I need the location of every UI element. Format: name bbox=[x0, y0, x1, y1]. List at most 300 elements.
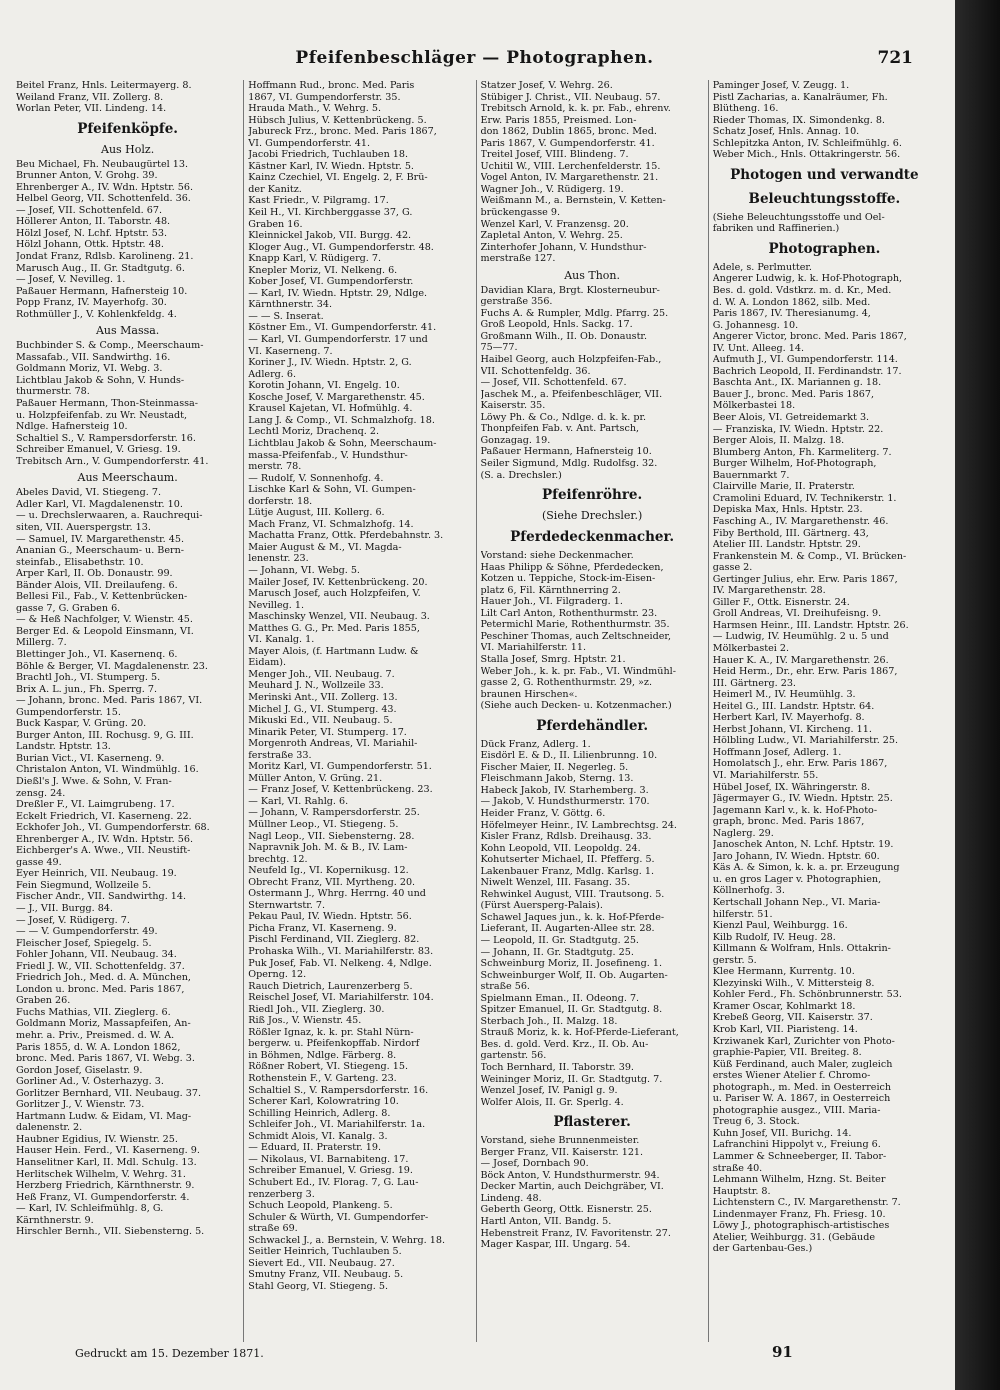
directory-entry: Köllnerhofg. 3. bbox=[712, 885, 785, 897]
directory-entry: Zinterhofer Johann, V. Hundsthur- bbox=[480, 241, 647, 253]
directory-entry: graphie-Papier, VII. Breiteg. 8. bbox=[712, 1047, 862, 1059]
directory-entry: Ostermann J., Whrg. Herrng. 40 und bbox=[248, 888, 426, 900]
directory-entry: Giller F., Ottk. Eisnerstr. 24. bbox=[712, 596, 850, 608]
directory-entry: brechtg. 12. bbox=[248, 853, 308, 865]
directory-entry: Lichtblau Jakob & Sohn, Meerschaum- bbox=[248, 437, 437, 449]
directory-entry: gasse 49. bbox=[16, 856, 62, 868]
directory-entry: brückengasse 9. bbox=[480, 207, 561, 219]
directory-entry: Böck Anton, V. Hundsthurmerstr. 94. bbox=[480, 1169, 660, 1181]
directory-entry: Groß Leopold, Hnls. Sackg. 17. bbox=[480, 319, 633, 331]
directory-entry: Eichberger's A. Wwe., VII. Neustift- bbox=[16, 845, 191, 857]
directory-entry: Paßauer Hermann, Thon-Steinmassa- bbox=[16, 398, 199, 410]
directory-entry: Arper Karl, II. Ob. Donaustr. 99. bbox=[16, 568, 173, 580]
directory-entry: braunen Hirschen«. bbox=[480, 688, 578, 700]
directory-entry: — Josef, VII. Schottenfeld. 67. bbox=[480, 377, 627, 389]
directory-entry: Heimerl M., IV. Heumühlg. 3. bbox=[712, 689, 856, 701]
directory-entry: Wagner Joh., V. Rüdigerg. 19. bbox=[480, 183, 624, 195]
directory-entry: erstes Wiener Atelier f. Chromo- bbox=[712, 1070, 871, 1082]
directory-entry: Korotin Johann, VI. Engelg. 10. bbox=[248, 380, 400, 392]
directory-entry: Clairville Marie, II. Praterstr. bbox=[712, 481, 855, 493]
directory-entry: Eckelt Friedrich, VI. Kaserneng. 22. bbox=[16, 810, 192, 822]
directory-entry: Lehmann Wilhelm, Hzng. St. Beiter bbox=[712, 1174, 886, 1186]
directory-entry: — Josef, VII. Schottenfeld. 67. bbox=[16, 204, 163, 216]
directory-entry: Eisdörl E. & D., II. Lilienbrunng. 10. bbox=[480, 750, 658, 762]
directory-entry: VI. Gumpendorferstr. 41. bbox=[248, 137, 370, 149]
directory-entry: Burger Anton, III. Rochusg. 9, G. III. bbox=[16, 729, 194, 741]
directory-entry: Neufeld Ig., VI. Kopernikusg. 12. bbox=[248, 865, 409, 877]
directory-entry: mehr. a. Priv., Preismed. d. W. A. bbox=[16, 1030, 175, 1042]
directory-entry: Aufmuth J., VI. Gumpendorferstr. 114. bbox=[712, 354, 898, 366]
directory-entry: Fohler Johann, VII. Neubaug. 34. bbox=[16, 949, 177, 961]
directory-entry: Lieferant, II. Augarten-Allee str. 28. bbox=[480, 923, 655, 935]
directory-entry: Hartl Anton, VII. Bandg. 5. bbox=[480, 1216, 612, 1228]
directory-entry: Killmann & Wolfram, Hnls. Ottakrin- bbox=[712, 943, 891, 955]
section-subheading: (Siehe Drechsler.) bbox=[541, 509, 643, 523]
directory-entry: Eidam). bbox=[248, 657, 287, 669]
directory-entry: Krziwanek Karl, Zurichter von Photo- bbox=[712, 1035, 895, 1047]
directory-entry: Paßauer Hermann, Hafnersteig 10. bbox=[480, 446, 652, 458]
directory-entry: Schaltiel S., V. Rampersdorferstr. 16. bbox=[248, 1084, 429, 1096]
directory-entry: Burian Vict., VI. Kaserneng. 9. bbox=[16, 752, 165, 764]
directory-entry: Spielmann Eman., II. Odeong. 7. bbox=[480, 992, 640, 1004]
directory-entry: Schweinburg Moriz, II. Josefineng. 1. bbox=[480, 958, 662, 970]
directory-entry: gasse 7, G. Graben 6. bbox=[16, 602, 121, 614]
directory-entry: Rauch Dietrich, Laurenzerberg 5. bbox=[248, 980, 413, 992]
signature-mark: 91 bbox=[772, 1343, 793, 1361]
directory-entry: Lindeng. 48. bbox=[480, 1192, 542, 1204]
directory-entry: Jabureck Frz., bronc. Med. Paris 1867, bbox=[248, 126, 437, 138]
directory-entry: Weber Mich., Hnls. Ottakringerstr. 56. bbox=[712, 149, 901, 161]
directory-entry: 1867, VI. Gumpendorferstr. 35. bbox=[248, 91, 401, 103]
section-heading: Pfeifenröhre. bbox=[542, 487, 643, 504]
directory-entry: Blütheng. 16. bbox=[712, 103, 779, 115]
directory-entry: Bauer J., bronc. Med. Paris 1867, bbox=[712, 388, 874, 400]
directory-entry: Bänder Alois, VII. Dreilaufeng. 6. bbox=[16, 579, 178, 591]
column-4 bbox=[708, 80, 940, 1342]
directory-entry: straße 56. bbox=[480, 981, 530, 993]
directory-entry: Abeles David, VI. Stiegeng. 7. bbox=[16, 487, 161, 499]
directory-entry: IV. Unt. Alleeg. 14. bbox=[712, 342, 805, 354]
directory-entry: Trebitsch Arnold, k. k. pr. Fab., ehrenv. bbox=[480, 103, 671, 115]
directory-entry: Eckhofer Joh., VI. Gumpendorferstr. 68. bbox=[16, 822, 210, 834]
directory-entry: Heß Franz, VI. Gumpendorferstr. 4. bbox=[16, 1191, 190, 1203]
directory-entry: Mager Kaspar, III. Ungarg. 54. bbox=[480, 1239, 631, 1251]
directory-entry: — Rudolf, V. Sonnenhofg. 4. bbox=[248, 472, 384, 484]
page-number: 721 bbox=[877, 48, 913, 68]
directory-entry: Jacobi Friedrich, Tuchlauben 18. bbox=[248, 149, 409, 161]
directory-entry: Kienzl Paul, Weihburgg. 16. bbox=[712, 920, 848, 932]
directory-entry: Naglerg. 29. bbox=[712, 827, 774, 839]
directory-entry: Obrecht Franz, VII. Myrtheng. 20. bbox=[248, 876, 416, 888]
directory-entry: lenenstr. 23. bbox=[248, 553, 309, 565]
directory-entry: Seitler Heinrich, Tuchlauben 5. bbox=[248, 1246, 402, 1258]
directory-entry: Fischer Andr., VII. Sandwirthg. 14. bbox=[16, 891, 187, 903]
directory-entry: photographie ausgez., VIII. Maria- bbox=[712, 1104, 881, 1116]
directory-entry: der Kanitz. bbox=[248, 183, 302, 195]
directory-entry: Christalon Anton, VI. Windmühlg. 16. bbox=[16, 764, 199, 776]
directory-entry: Hauptstr. 8. bbox=[712, 1185, 771, 1197]
directory-entry: Klezyinski Wilh., V. Mittersteig 8. bbox=[712, 977, 875, 989]
directory-entry: Ndlge. Hafnersteig 10. bbox=[16, 421, 128, 433]
directory-entry: Berger Franz, VII. Kaiserstr. 121. bbox=[480, 1146, 644, 1158]
directory-entry: dalenenstr. 2. bbox=[16, 1122, 83, 1134]
directory-entry: 75—77. bbox=[480, 342, 518, 354]
directory-entry: Helbel Georg, VII. Schottenfeld. 36. bbox=[16, 193, 191, 205]
directory-entry: gasse 2. bbox=[712, 562, 753, 574]
directory-entry: merstraße 127. bbox=[480, 253, 556, 265]
directory-entry: Jägermayer G., IV. Wiedn. Hptstr. 25. bbox=[712, 793, 893, 805]
directory-entry: u. en gros Lager v. Photographien, bbox=[712, 873, 882, 885]
directory-entry: Krob Karl, VII. Piaristeng. 14. bbox=[712, 1024, 858, 1036]
directory-entry: Beitel Franz, Hnls. Leitermayerg. 8. bbox=[16, 80, 192, 91]
directory-entry: Picha Franz, VI. Kaserneng. 9. bbox=[248, 922, 397, 934]
directory-entry: gerstr. 5. bbox=[712, 954, 757, 966]
directory-entry: d. W. A. London 1862, silb. Med. bbox=[712, 296, 871, 308]
directory-entry: Stalla Josef, Smrg. Hptstr. 21. bbox=[480, 653, 626, 665]
directory-entry: Hrauda Math., V. Wehrg. 5. bbox=[248, 103, 382, 115]
directory-entry: Moritz Karl, VI. Gumpendorferstr. 51. bbox=[248, 761, 432, 773]
directory-entry: Mailer Josef, IV. Kettenbrückeng. 20. bbox=[248, 576, 428, 588]
directory-entry: straße 69. bbox=[248, 1223, 298, 1235]
directory-entry: Höfelmeyer Heinr., IV. Lambrechtsg. 24. bbox=[480, 819, 677, 831]
directory-entry: Toch Bernhard, II. Taborstr. 39. bbox=[480, 1062, 634, 1074]
directory-entry: Depiska Max, Hnls. Hptstr. 23. bbox=[712, 504, 863, 516]
directory-entry: Fischer Maier, II. Negerleg. 5. bbox=[480, 761, 629, 773]
directory-entry: Davidian Klara, Brgt. Klosterneubur- bbox=[480, 284, 660, 296]
directory-entry: Schwackel J., a. Bernstein, V. Wehrg. 18. bbox=[248, 1234, 446, 1246]
directory-entry: Graben 26. bbox=[16, 995, 71, 1007]
directory-entry: Schawel Jaques jun., k. k. Hof-Pferde- bbox=[480, 911, 665, 923]
directory-entry: Schmidt Alois, VI. Kanalg. 3. bbox=[248, 1130, 388, 1142]
directory-entry: Krausel Kajetan, VI. Hofmühlg. 4. bbox=[248, 403, 413, 415]
directory-entry: Eyer Heinrich, VII. Neubaug. 19. bbox=[16, 868, 177, 880]
directory-entry: Lang J. & Comp., VI. Schmalzhofg. 18. bbox=[248, 414, 435, 426]
directory-entry: Stübiger J. Christ., VII. Neubaug. 57. bbox=[480, 91, 661, 103]
directory-entry: Kärnthnerstr. 9. bbox=[16, 1214, 94, 1226]
directory-entry: Hauser Hein. Ferd., VI. Kaserneng. 9. bbox=[16, 1145, 200, 1157]
directory-entry: Lechtl Moriz, Drachenq. 2. bbox=[248, 426, 380, 438]
directory-entry: Strauß Moriz, k. k. Hof-Pferde-Lieferant, bbox=[480, 1027, 679, 1039]
directory-entry: Wolfer Alois, II. Gr. Sperlg. 4. bbox=[480, 1096, 624, 1108]
directory-entry: Gonzagag. 19. bbox=[480, 434, 551, 446]
scan-edge bbox=[955, 0, 1000, 1390]
directory-entry: Bes. d. gold. Vdstkrz. m. d. Kr., Med. bbox=[712, 285, 892, 297]
directory-entry: Stahl Georg, VI. Stiegeng. 5. bbox=[248, 1280, 389, 1292]
section-heading: Beleuchtungsstoffe. bbox=[748, 190, 901, 207]
directory-entry: Schilling Heinrich, Adlerg. 8. bbox=[248, 1107, 391, 1119]
directory-columns bbox=[12, 80, 940, 1342]
directory-entry: — Josef, V. Nevilleg. 1. bbox=[16, 274, 126, 286]
directory-entry: Goldmann Moriz, Massapfeifen, An- bbox=[16, 1018, 191, 1030]
directory-entry: Minarik Peter, VI. Stumperg. 17. bbox=[248, 726, 407, 738]
directory-entry: Vorstand, siehe Brunnenmeister. bbox=[480, 1135, 640, 1147]
directory-entry: Höllerer Anton, II. Taborstr. 48. bbox=[16, 216, 171, 228]
directory-entry: Napravnik Joh. M. & B., IV. Lam- bbox=[248, 842, 408, 854]
directory-entry: Schlepitzka Anton, IV. Schleifmühlg. 6. bbox=[712, 137, 902, 149]
directory-entry: gerstraße 356. bbox=[480, 296, 553, 308]
directory-entry: Meuhard J. N., Wollzeile 33. bbox=[248, 680, 384, 692]
section-subheading: Aus Meerschaum. bbox=[77, 471, 178, 485]
directory-entry: Schaltiel S., V. Rampersdorferstr. 16. bbox=[16, 432, 196, 444]
directory-entry: Popp Franz, IV. Mayerhofg. 30. bbox=[16, 297, 167, 309]
directory-entry: Ehrenberger A., IV. Wdn. Hptstr. 56. bbox=[16, 833, 194, 845]
directory-entry: Maier August & M., VI. Magda- bbox=[248, 541, 402, 553]
directory-entry: Schreiber Emanuel, V. Griesg. 19. bbox=[16, 444, 181, 456]
directory-entry: Treug 6, 3. Stock. bbox=[712, 1116, 800, 1128]
directory-entry: — Leopold, II. Gr. Stadtgutg. 25. bbox=[480, 935, 639, 946]
directory-entry: Geberth Georg, Ottk. Eisnerstr. 25. bbox=[480, 1204, 652, 1216]
directory-entry: Lischke Karl & Sohn, VI. Gumpen- bbox=[248, 484, 416, 496]
directory-entry: Rothenstein F., V. Garteng. 23. bbox=[248, 1073, 397, 1085]
directory-entry: Kramer Oscar, Kohlmarkt 18. bbox=[712, 1000, 856, 1012]
directory-entry: fabriken und Raffinerien.) bbox=[712, 223, 840, 235]
directory-entry: Gorlitzer J., V. Wienstr. 73. bbox=[16, 1099, 145, 1111]
directory-entry: u. Holzpfeifenfab. zu Wr. Neustadt, bbox=[16, 409, 188, 421]
directory-entry: Hauer K. A., IV. Margarethenstr. 26. bbox=[712, 654, 889, 666]
directory-entry: Sternwartstr. 7. bbox=[248, 899, 326, 911]
directory-entry: Operng. 12. bbox=[248, 969, 307, 981]
directory-entry: Adele, s. Perlmutter. bbox=[712, 261, 812, 273]
directory-entry: Berger Ed. & Leopold Einsmann, VI. bbox=[16, 625, 194, 637]
directory-entry: — Johann, II. Gr. Stadtgutg. 25. bbox=[480, 946, 634, 958]
directory-entry: Marusch Josef, auch Holzpfeifen, V. bbox=[248, 588, 421, 600]
directory-entry: — Johann, bronc. Med. Paris 1867, VI. bbox=[16, 695, 203, 707]
directory-entry: — & Heß Nachfolger, V. Wienstr. 45. bbox=[16, 614, 193, 626]
directory-entry: Goldmann Moriz, VI. Webg. 3. bbox=[16, 363, 163, 375]
directory-entry: Friedrich Joh., Med. d. A. München, bbox=[16, 972, 191, 984]
directory-entry: Sievert Ed., VII. Neubaug. 27. bbox=[248, 1257, 395, 1269]
directory-entry: Treitel Josef, VIII. Blindeng. 7. bbox=[480, 149, 629, 161]
directory-entry: Kleinnickel Jakob, VII. Burgg. 42. bbox=[248, 230, 412, 242]
directory-entry: — Nikolaus, VI. Barnabiteng. 17. bbox=[248, 1153, 409, 1165]
directory-entry: Atelier III. Landstr. Hptstr. 29. bbox=[712, 539, 861, 551]
directory-entry: (Siehe Beleuchtungsstoffe und Oel- bbox=[712, 211, 885, 223]
directory-entry: III. Gärtnerg. 23. bbox=[712, 677, 796, 689]
directory-entry: Jaschek M., a. Pfeifenbeschläger, VII. bbox=[480, 388, 663, 400]
directory-entry: Trebitsch Arn., V. Gumpendorferstr. 41. bbox=[16, 455, 209, 467]
directory-entry: Ananian G., Meerschaum- u. Bern- bbox=[16, 545, 185, 557]
directory-entry: Beer Alois, VI. Getreidemarkt 3. bbox=[712, 412, 870, 424]
directory-entry: Schweinburger Wolf, II. Ob. Augarten- bbox=[480, 969, 668, 981]
directory-entry: Harmsen Heinr., III. Landstr. Hptstr. 26. bbox=[712, 619, 909, 631]
directory-entry: Mölkerbastei 2. bbox=[712, 642, 790, 654]
directory-entry: — Franz Josef, V. Kettenbrückeng. 23. bbox=[248, 784, 433, 796]
section-subheading: Aus Thon. bbox=[564, 268, 621, 282]
directory-entry: — Karl, VI. Gumpendorferstr. 17 und bbox=[248, 334, 428, 346]
directory-entry: Jagemann Karl v., k. k. Hof-Photo- bbox=[712, 804, 878, 816]
directory-entry: Schuch Leopold, Plankeng. 5. bbox=[248, 1200, 393, 1212]
directory-entry: Groll Andreas, VI. Dreihufeisng. 9. bbox=[712, 608, 882, 620]
directory-entry: Heitel G., III. Landstr. Hptstr. 64. bbox=[712, 700, 875, 712]
directory-entry: Bes. d. gold. Verd. Krz., II. Ob. Au- bbox=[480, 1038, 649, 1050]
column-2 bbox=[243, 80, 475, 1342]
directory-entry: Gorliner Ad., V. Österhazyg. 3. bbox=[16, 1076, 164, 1088]
directory-entry: Großmann Wilh., II. Ob. Donaustr. bbox=[480, 330, 648, 342]
directory-entry: Mayer Alois, (f. Hartmann Ludw. & bbox=[248, 645, 419, 657]
directory-entry: Herlitschek Wilhelm, V. Wehrg. 31. bbox=[16, 1168, 186, 1180]
directory-entry: Kohler Ferd., Fh. Schönbrunnerstr. 53. bbox=[712, 989, 902, 1001]
directory-entry: — Karl, IV. Schleifmühlg. 8, G. bbox=[16, 1203, 164, 1215]
directory-entry: Burger Wilhelm, Hof-Photograph, bbox=[712, 458, 877, 470]
directory-entry: Worlan Peter, VII. Lindeng. 14. bbox=[16, 103, 167, 115]
directory-entry: Koriner J., IV. Wiedn. Hptstr. 2, G. bbox=[248, 357, 412, 369]
directory-entry: Kästner Karl, IV. Wiedn. Hptstr. 5. bbox=[248, 160, 414, 172]
directory-entry: — Karl, VI. Rahlg. 6. bbox=[248, 795, 349, 807]
section-subheading: Aus Massa. bbox=[95, 324, 160, 338]
directory-entry: Paris 1867, IV. Theresianumg. 4, bbox=[712, 308, 871, 320]
directory-entry: — Karl, IV. Wiedn. Hptstr. 29, Ndlge. bbox=[248, 287, 428, 299]
directory-entry: Schatz Josef, Hnls. Annag. 10. bbox=[712, 126, 860, 138]
directory-entry: Gorlitzer Bernhard, VII. Neubaug. 37. bbox=[16, 1087, 201, 1099]
directory-entry: Paminger Josef, V. Zeugg. 1. bbox=[712, 80, 850, 91]
directory-entry: dorferstr. 18. bbox=[248, 495, 313, 507]
directory-entry: Kainz Czechiel, VI. Engelg. 2, F. Brü- bbox=[248, 172, 428, 184]
directory-entry: Mikuski Ed., VII. Neubaug. 5. bbox=[248, 715, 393, 727]
directory-entry: (Siehe auch Decken- u. Kotzenmacher.) bbox=[480, 700, 672, 712]
directory-entry: Lichtblau Jakob & Sohn, V. Hunds- bbox=[16, 374, 185, 386]
directory-entry: Sterbach Joh., II. Malzg. 18. bbox=[480, 1015, 618, 1027]
directory-entry: Dießl's J. Wwe. & Sohn, V. Fran- bbox=[16, 775, 172, 787]
directory-entry: Lilt Carl Anton, Rothenthurmstr. 23. bbox=[480, 607, 658, 619]
directory-entry: — Johann, VI. Webg. 5. bbox=[248, 564, 360, 576]
directory-entry: Fasching A., IV. Margarethenstr. 46. bbox=[712, 515, 889, 527]
section-heading: Photogen und verwandte bbox=[730, 166, 919, 183]
directory-entry: Nevilleg. 1. bbox=[248, 599, 305, 611]
directory-entry: Rieder Thomas, IX. Simondenkg. 8. bbox=[712, 114, 885, 126]
directory-entry: Hölzl Johann, Ottk. Hptstr. 48. bbox=[16, 239, 164, 251]
directory-entry: Massafab., VII. Sandwirthg. 16. bbox=[16, 351, 171, 363]
directory-entry: Mölkerbastei 18. bbox=[712, 400, 796, 412]
page-title: Pfeifenbeschläger — Photographen. bbox=[295, 48, 654, 68]
directory-entry: Hanselitner Karl, II. Mdl. Schulg. 13. bbox=[16, 1157, 197, 1169]
directory-entry: Millerg. 7. bbox=[16, 637, 67, 649]
directory-entry: Reischel Josef, VI. Mariahilferstr. 104. bbox=[248, 992, 434, 1004]
directory-entry: Herbert Karl, IV. Mayerhofg. 8. bbox=[712, 712, 865, 724]
section-heading: Pferdehändler. bbox=[536, 717, 649, 734]
directory-entry: Kilb Rudolf, IV. Heug. 28. bbox=[712, 931, 836, 943]
directory-entry: Riedl Joh., VII. Zieglerg. 30. bbox=[248, 1003, 385, 1015]
directory-entry: massa-Pfeifenfab., V. Hundsthur- bbox=[248, 449, 408, 461]
directory-entry: Janoschek Anton, N. Lchf. Hptstr. 19. bbox=[712, 839, 894, 851]
directory-entry: Jondat Franz, Rdlsb. Karolineng. 21. bbox=[16, 251, 194, 263]
directory-entry: Fuchs A. & Rumpler, Mdlg. Pfarrg. 25. bbox=[480, 307, 669, 319]
directory-entry: Uchitil W., VIII. Lerchenfelderstr. 15. bbox=[480, 160, 661, 172]
directory-entry: Seiler Sigmund, Mdlg. Rudolfsg. 32. bbox=[480, 457, 658, 469]
directory-entry: Herbst Johann, VI. Kircheng. 11. bbox=[712, 723, 872, 735]
directory-entry: Schleifer Joh., VI. Mariahilferstr. 1a. bbox=[248, 1119, 426, 1131]
directory-entry: Fein Siegmund, Wollzeile 5. bbox=[16, 879, 152, 891]
directory-entry: (Fürst Auersperg-Palais). bbox=[480, 900, 603, 912]
directory-entry: bergerw. u. Pfeifenkopffab. Nirdorf bbox=[248, 1038, 420, 1050]
directory-entry: VI. Mariahilferstr. 55. bbox=[712, 769, 819, 781]
directory-entry: Schreiber Emanuel, V. Griesg. 19. bbox=[248, 1165, 413, 1177]
directory-entry: Vogel Anton, IV. Margarethenstr. 21. bbox=[480, 172, 659, 184]
directory-entry: Marusch Aug., II. Gr. Stadtgutg. 6. bbox=[16, 262, 185, 274]
directory-entry: Atelier, Weihburgg. 31. (Gebäude bbox=[712, 1231, 876, 1243]
directory-entry: Böhle & Berger, VI. Magdalenenstr. 23. bbox=[16, 660, 208, 672]
directory-entry: Weber Joh., k. k. pr. Fab., VI. Windmühl- bbox=[480, 665, 676, 677]
directory-entry: Pischl Ferdinand, VII. Zieglerg. 82. bbox=[248, 934, 420, 946]
column-3 bbox=[476, 80, 708, 1342]
directory-entry: Prohaska Wilh., VI. Mariahilferstr. 83. bbox=[248, 946, 434, 958]
directory-entry: Pistl Zacharias, a. Kanalräumer, Fh. bbox=[712, 91, 888, 103]
directory-entry: Mach Franz, VI. Schmalzhofg. 14. bbox=[248, 518, 414, 530]
directory-entry: Michel J. G., VI. Stumperg. 43. bbox=[248, 703, 397, 715]
directory-entry: Vorstand: siehe Deckenmacher. bbox=[480, 550, 634, 562]
directory-entry: Dreßler F., VI. Laimgrubeng. 17. bbox=[16, 799, 175, 811]
directory-entry: Fiby Berthold, III. Gärtnerg. 43, bbox=[712, 527, 869, 539]
directory-entry: London u. bronc. Med. Paris 1867, bbox=[16, 983, 185, 995]
directory-entry: Hübsch Julius, V. Kettenbrückeng. 5. bbox=[248, 114, 427, 126]
directory-entry: — Johann, V. Rampersdorferstr. 25. bbox=[248, 807, 420, 819]
directory-entry: Paris 1855, d. W. A. London 1862, bbox=[16, 1041, 181, 1053]
directory-entry: Krebeß Georg, VII. Kaiserstr. 37. bbox=[712, 1012, 873, 1024]
directory-entry: Pekau Paul, IV. Wiedn. Hptstr. 56. bbox=[248, 911, 412, 923]
directory-entry: Blumberg Anton, Fh. Karmeliterg. 7. bbox=[712, 446, 892, 458]
directory-entry: — Josef, V. Rüdigerg. 7. bbox=[16, 914, 130, 926]
directory-entry: Dück Franz, Adlerg. 1. bbox=[480, 738, 591, 750]
directory-entry: Wenzel Karl, V. Franzensg. 20. bbox=[480, 218, 629, 230]
directory-entry: Gumpendorferstr. 15. bbox=[16, 706, 121, 718]
directory-entry: Heider Franz, V. Göttg. 6. bbox=[480, 807, 606, 819]
directory-entry: Berger Alois, II. Malzg. 18. bbox=[712, 435, 845, 447]
directory-entry: Schubert Ed., IV. Florag. 7, G. Lau- bbox=[248, 1176, 419, 1188]
directory-entry: Haibel Georg, auch Holzpfeifen-Fab., bbox=[480, 354, 662, 366]
directory-entry: (S. a. Drechsler.) bbox=[480, 469, 562, 481]
directory-entry: — Samuel, IV. Margarethenstr. 45. bbox=[16, 533, 185, 545]
directory-entry: Petermichl Marie, Rothenthurmstr. 35. bbox=[480, 619, 670, 631]
directory-entry: Cramolini Eduard, IV. Technikerstr. 1. bbox=[712, 492, 897, 504]
directory-entry: Löwy J., photographisch-artistisches bbox=[712, 1220, 890, 1232]
directory-entry: Scherer Karl, Kolowratring 10. bbox=[248, 1096, 399, 1108]
directory-entry: Hölzl Josef, N. Lchf. Hptstr. 53. bbox=[16, 227, 168, 239]
directory-entry: Friedl J. W., VII. Schottenfeldg. 37. bbox=[16, 960, 185, 972]
column-1 bbox=[12, 80, 243, 1342]
directory-entry: Lütje August, III. Kollerg. 6. bbox=[248, 507, 385, 519]
directory-entry: Hölbling Ludw., VI. Mariahilferstr. 25. bbox=[712, 735, 899, 747]
directory-entry: Gertinger Julius, ehr. Erw. Paris 1867, bbox=[712, 573, 898, 585]
directory-entry: Jaro Johann, IV. Wiedn. Hptstr. 60. bbox=[712, 850, 880, 862]
directory-entry: Kotzen u. Teppiche, Stock-im-Eisen- bbox=[480, 573, 656, 585]
directory-entry: Adler Karl, VI. Magdalenenstr. 10. bbox=[16, 498, 183, 510]
directory-entry: Beu Michael, Fh. Neubaugürtel 13. bbox=[16, 158, 189, 170]
directory-entry: Ehrenberger A., IV. Wdn. Hptstr. 56. bbox=[16, 181, 194, 193]
section-heading: Pferdedeckenmacher. bbox=[510, 529, 675, 546]
directory-entry: Lindenmayer Franz, Fh. Friesg. 10. bbox=[712, 1208, 886, 1220]
directory-entry: Müller Anton, V. Grüng. 21. bbox=[248, 772, 383, 784]
directory-entry: gasse 2, G. Rothenthurmstr. 29, »z. bbox=[480, 677, 653, 689]
directory-entry: Brachtl Joh., VI. Stumperg. 5. bbox=[16, 672, 161, 684]
directory-entry: in Böhmen, Ndlge. Färberg. 8. bbox=[248, 1049, 397, 1061]
directory-entry: Spitzer Emanuel, II. Gr. Stadtgutg. 8. bbox=[480, 1004, 663, 1016]
directory-entry: Blettinger Joh., VI. Kasernenq. 6. bbox=[16, 648, 178, 660]
directory-entry: don 1862, Dublin 1865, bronc. Med. bbox=[480, 126, 657, 138]
directory-entry: Kertschall Johann Nep., VI. Maria- bbox=[712, 897, 881, 908]
directory-entry: Angerer Victor, bronc. Med. Paris 1867, bbox=[712, 331, 907, 343]
directory-entry: — Eduard, II. Praterstr. 19. bbox=[248, 1142, 381, 1154]
directory-entry: graph, bronc. Med. Paris 1867, bbox=[712, 816, 865, 828]
directory-entry: gartenstr. 56. bbox=[480, 1050, 547, 1062]
directory-entry: — Josef, Dornbach 90. bbox=[480, 1158, 589, 1170]
directory-entry: steinfab., Elisabethstr. 10. bbox=[16, 556, 144, 568]
section-heading: Pfeifenköpfe. bbox=[77, 120, 179, 137]
directory-entry: Lafranchini Hippolyt v., Freiung 6. bbox=[712, 1139, 881, 1151]
directory-entry: Habeck Jakob, IV. Starhemberg. 3. bbox=[480, 784, 649, 796]
directory-entry: hilferstr. 51. bbox=[712, 908, 773, 920]
directory-entry: Klee Hermann, Kurrentg. 10. bbox=[712, 966, 855, 978]
directory-entry: Küß Ferdinand, auch Maler, zugleich bbox=[712, 1058, 893, 1070]
directory-entry: — — V. Gumpendorferstr. 49. bbox=[16, 926, 158, 938]
